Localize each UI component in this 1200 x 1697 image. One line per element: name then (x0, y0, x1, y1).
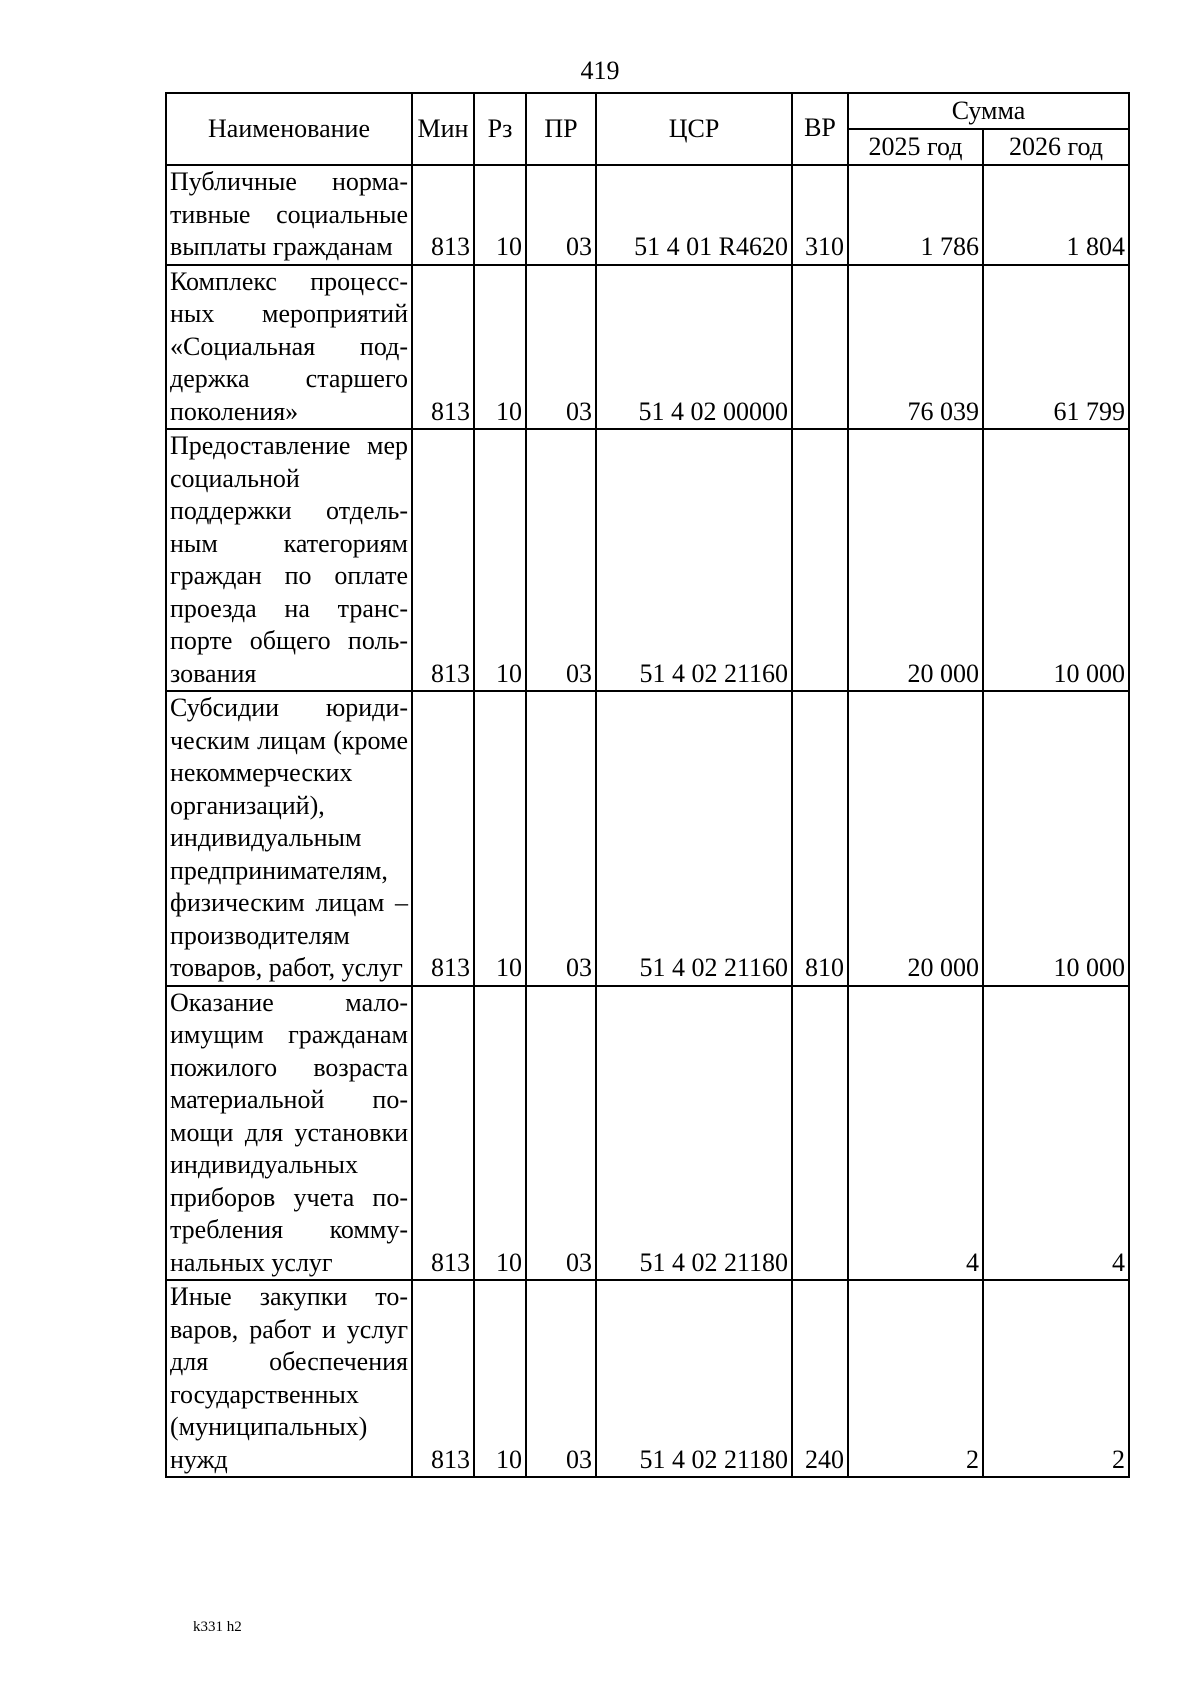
table-row (166, 265, 1129, 430)
budget-table (165, 92, 1130, 1478)
row-pr: 03 (526, 265, 596, 430)
header-name: Наименование (166, 93, 412, 165)
header-sum: Сумма (848, 93, 1129, 129)
table-row (166, 1280, 1129, 1477)
page-number: 419 (580, 56, 620, 85)
row-name: Субсидии юридическим лицам (кроме некоммерческих организаций), индивидуальным предпринимателям, физическим лицам – производителям товаров, работ, услуг (166, 691, 412, 986)
row-pr: 03 (526, 691, 596, 986)
header-rz: Рз (474, 93, 526, 165)
row-csr: 51 4 02 00000 (596, 265, 792, 430)
row-2025: 1 786 (848, 165, 983, 265)
header-csr: ЦСР (596, 93, 792, 165)
header-row (166, 93, 1129, 129)
row-name: Иные закупки товаров, работ и услуг для обеспечения государственных (муниципальных) нужд (166, 1280, 412, 1477)
row-min: 813 (412, 986, 474, 1281)
row-csr: 51 4 01 R4620 (596, 165, 792, 265)
row-name: Оказание малоимущим гражданам пожилого возраста материальной помощи для установки индивидуальных приборов учета потребления коммунальных услуг (166, 986, 412, 1281)
row-vr: 810 (792, 691, 848, 986)
header-pr: ПР (526, 93, 596, 165)
row-csr: 51 4 02 21160 (596, 429, 792, 691)
row-rz: 10 (474, 1280, 526, 1477)
table-row (166, 691, 1129, 986)
table-row (166, 165, 1129, 265)
row-rz: 10 (474, 986, 526, 1281)
header-2026: 2026 год (983, 129, 1129, 165)
header-min: Мин (412, 93, 474, 165)
row-vr: 310 (792, 165, 848, 265)
table-row (166, 429, 1129, 691)
row-2025: 2 (848, 1280, 983, 1477)
row-min: 813 (412, 691, 474, 986)
row-2025: 20 000 (848, 691, 983, 986)
table-row (166, 986, 1129, 1281)
row-pr: 03 (526, 165, 596, 265)
row-pr: 03 (526, 986, 596, 1281)
row-csr: 51 4 02 21180 (596, 1280, 792, 1477)
row-min: 813 (412, 429, 474, 691)
row-name: Предоставление мер социальной поддержки отдельным категориям граждан по оплате проезда на транспорте общего пользования (166, 429, 412, 691)
row-rz: 10 (474, 691, 526, 986)
row-2026: 2 (983, 1280, 1129, 1477)
row-min: 813 (412, 165, 474, 265)
row-2026: 10 000 (983, 429, 1129, 691)
row-rz: 10 (474, 165, 526, 265)
row-vr (792, 986, 848, 1281)
row-pr: 03 (526, 429, 596, 691)
header-vr: ВР (792, 93, 848, 165)
row-2025: 76 039 (848, 265, 983, 430)
row-csr: 51 4 02 21160 (596, 691, 792, 986)
row-vr (792, 265, 848, 430)
row-2025: 20 000 (848, 429, 983, 691)
row-min: 813 (412, 265, 474, 430)
row-name: Публичные нормативные социальные выплаты граждaнам (166, 165, 412, 265)
row-min: 813 (412, 1280, 474, 1477)
row-rz: 10 (474, 265, 526, 430)
header-2025: 2025 год (848, 129, 983, 165)
row-vr (792, 429, 848, 691)
row-2026: 4 (983, 986, 1129, 1281)
row-2026: 1 804 (983, 165, 1129, 265)
row-name: Комплекс процессных мероприятий «Социальная поддержка старшего поколения» (166, 265, 412, 430)
row-2026: 10 000 (983, 691, 1129, 986)
row-2026: 61 799 (983, 265, 1129, 430)
row-csr: 51 4 02 21180 (596, 986, 792, 1281)
row-vr: 240 (792, 1280, 848, 1477)
row-rz: 10 (474, 429, 526, 691)
row-pr: 03 (526, 1280, 596, 1477)
row-2025: 4 (848, 986, 983, 1281)
footer-code: k331 h2 (193, 1619, 242, 1635)
